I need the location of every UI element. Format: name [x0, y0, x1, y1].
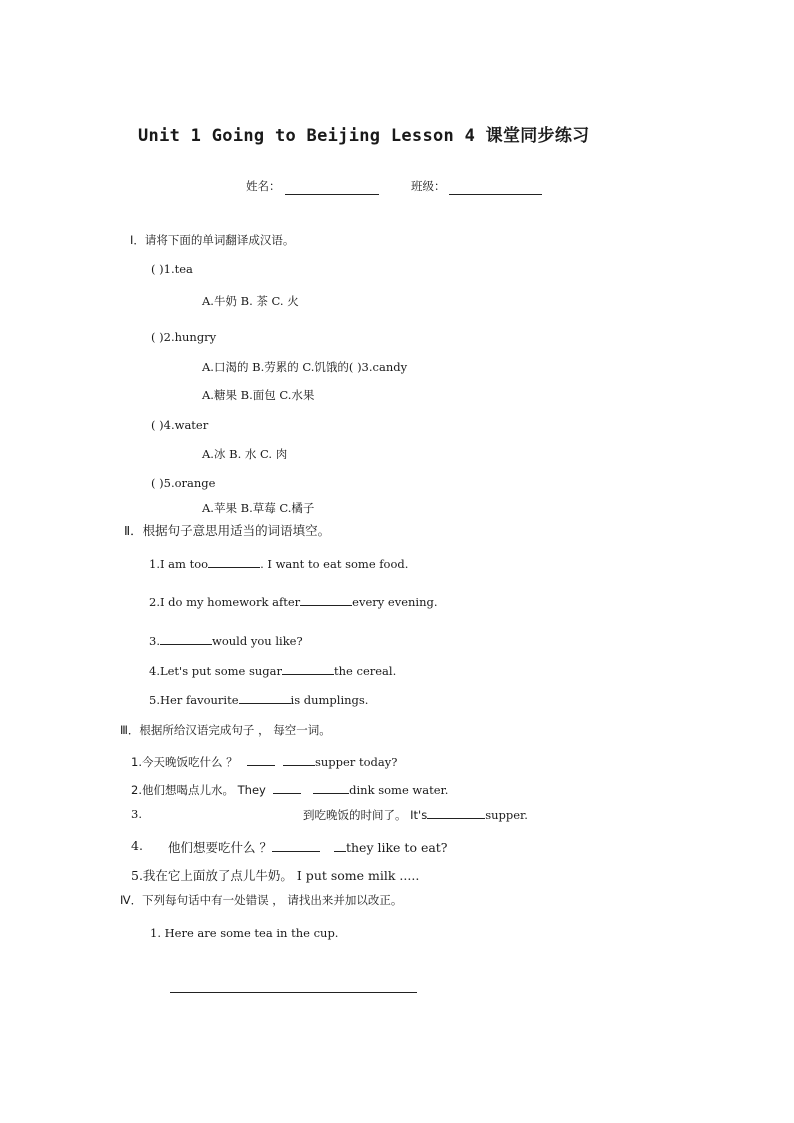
s2-sentence-1 [149, 557, 408, 571]
s2-s4-text-a: 4.Let's put some sugar [149, 664, 283, 678]
s2-sentence-3 [149, 634, 303, 648]
s3-s2-text-b: dink some water. [349, 783, 449, 797]
s1-options-2: A.口渴的 B.劳累的 C.饥饿的( )3.candy [202, 360, 408, 374]
s3-s2-blank-1[interactable] [273, 793, 301, 794]
s1-options-4: A.冰 B. 水 C. 肉 [202, 447, 288, 461]
section-4-heading: Ⅳ．下列每句话中有一处错误 ， 请找出来并加以改正。 [120, 893, 403, 907]
s2-sentence-5 [149, 693, 368, 707]
s3-s4-text-a: 他们想要吃什么 ？ [168, 840, 272, 855]
s2-s1-text-a: 1.I am too [149, 557, 209, 571]
s3-sentence-5: 5.我在它上面放了点儿牛奶。 I put some milk ..... [131, 868, 420, 883]
s3-s1-text-a: 1.今天晚饭吃什么 ？ [131, 755, 238, 769]
s1-question-1: ( )1.tea [151, 262, 193, 276]
s3-s1-text-b: supper today? [314, 755, 398, 769]
s2-s1-blank[interactable] [208, 567, 260, 568]
title-english: Unit 1 Going to Beijing Lesson 4 [138, 126, 476, 146]
s3-sentence-1 [131, 754, 397, 770]
s1-question-2: ( )2.hungry [151, 330, 217, 344]
s2-s2-blank[interactable] [300, 605, 352, 606]
s2-s5-text-b: is dumplings. [290, 693, 369, 707]
class-blank[interactable] [449, 194, 542, 195]
s2-s5-text-a: 5.Her favourite [149, 693, 239, 707]
s3-s1-blank-1[interactable] [247, 765, 275, 766]
s3-s1-blank-2[interactable] [283, 765, 315, 766]
s3-sentence-4 [168, 838, 448, 856]
s2-s3-blank[interactable] [160, 644, 212, 645]
title-chinese: 课堂同步练习 [485, 126, 590, 146]
s2-sentence-4 [149, 664, 396, 678]
s2-s1-text-b: . I want to eat some food. [260, 557, 409, 571]
s2-s3-text-a: 3. [149, 634, 160, 648]
s4-answer-line[interactable] [170, 992, 417, 993]
page-title [138, 121, 589, 146]
s1-options-3: A.糖果 B.面包 C.水果 [202, 388, 315, 402]
s3-s3-text-b: supper. [485, 808, 528, 822]
s2-s3-text-b: would you like? [211, 634, 303, 648]
s1-question-5: ( )5.orange [151, 476, 216, 490]
name-label: 姓名： [246, 179, 281, 193]
s3-s3-text-a: 到吃晚饭的时间了。 It's [303, 808, 428, 822]
s3-s2-text-a: 2.他们想喝点儿水。 They [131, 783, 266, 797]
s2-s5-blank[interactable] [239, 703, 291, 704]
s3-s4-blank-1[interactable] [272, 851, 320, 852]
name-blank[interactable] [285, 194, 379, 195]
section-3-heading: Ⅲ．根据所给汉语完成句子 ， 每空一词。 [120, 723, 331, 737]
s3-s3-blank[interactable] [427, 818, 485, 819]
s3-sentence-3 [303, 807, 528, 823]
section-2-heading: Ⅱ．根据句子意思用适当的词语填空。 [124, 523, 331, 538]
s2-s2-text-a: 2.I do my homework after [149, 595, 301, 609]
s1-options-1: A.牛奶 B. 茶 C. 火 [202, 294, 299, 308]
s2-s4-text-b: the cereal. [334, 664, 397, 678]
s3-s4-text-b: they like to eat? [345, 840, 448, 855]
s1-options-5: A.苹果 B.草莓 C.橘子 [202, 501, 315, 515]
s3-sentence-3-number: 3. [131, 807, 142, 821]
section-1-heading: Ⅰ．请将下面的单词翻译成汉语。 [130, 233, 295, 247]
s1-question-4: ( )4.water [151, 418, 209, 432]
s2-s2-text-b: every evening. [352, 595, 438, 609]
s2-s4-blank[interactable] [282, 674, 334, 675]
s4-sentence-1: 1. Here are some tea in the cup. [150, 926, 339, 940]
s3-s4-blank-2[interactable] [334, 851, 346, 852]
s3-sentence-2 [131, 782, 448, 798]
s3-sentence-4-number: 4. [131, 838, 143, 853]
class-label: 班级： [411, 179, 446, 193]
s2-sentence-2 [149, 595, 438, 609]
s3-s2-blank-2[interactable] [313, 793, 349, 794]
